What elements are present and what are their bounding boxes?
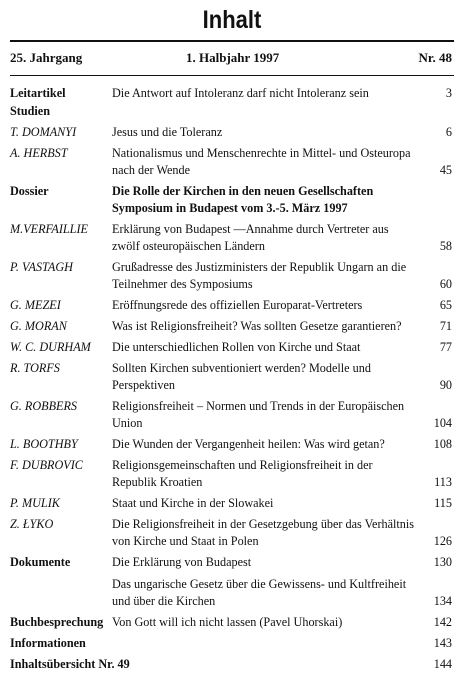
toc-entry[interactable] xyxy=(10,457,454,491)
toc-entry[interactable] xyxy=(10,145,454,179)
page-title: Inhalt xyxy=(202,6,262,34)
entry-title xyxy=(112,656,417,673)
section-label: Informationen xyxy=(10,636,86,650)
toc-entry[interactable] xyxy=(10,635,454,652)
page-number: 113 xyxy=(434,475,452,489)
toc-entry[interactable] xyxy=(10,318,454,335)
author-name: P. VASTAGH xyxy=(10,260,73,274)
author-name: M.VERFAILLIE xyxy=(10,222,88,236)
page-number: 71 xyxy=(439,319,452,333)
section-label: Studien xyxy=(10,104,50,118)
entry-title: Erklärung von Budapest —Annahme durch Vertreter aus zwölf osteuropäischen Ländern xyxy=(112,222,389,253)
page-number: 58 xyxy=(439,239,452,253)
entry-title xyxy=(112,103,417,120)
toc-entry[interactable] xyxy=(10,436,454,453)
entry-title: Die Rolle der Kirchen in den neuen Gesellschaften Symposium in Budapest vom 3.-5. März 1997 xyxy=(112,184,374,215)
toc-entry[interactable] xyxy=(10,259,454,293)
page-number: 3 xyxy=(445,86,452,100)
page-number: 77 xyxy=(439,340,452,354)
entry-title: Die Religionsfreiheit in der Gesetzgebung über das Verhältnis von Kirche und Staat in Polen xyxy=(112,517,415,548)
toc-entry[interactable] xyxy=(10,554,454,571)
toc-entry[interactable] xyxy=(10,103,454,120)
entry-title: Nationalismus und Menschenrechte in Mittel- und Osteuropa nach der Wende xyxy=(112,146,411,177)
volume-label: 25. Jahrgang xyxy=(10,50,83,65)
author-name: A. HERBST xyxy=(10,146,68,160)
toc-entry[interactable] xyxy=(10,360,454,394)
issue-period: 1. Halbjahr 1997 xyxy=(186,50,280,65)
page-number: 65 xyxy=(439,298,452,312)
author-name: G. MEZEI xyxy=(10,298,61,312)
author-name: L. BOOTHBY xyxy=(10,437,78,451)
toc-entry[interactable] xyxy=(10,516,454,550)
page-number: 142 xyxy=(433,615,452,629)
section-label: Leitartikel xyxy=(10,86,66,100)
page-number: 134 xyxy=(433,594,452,608)
author-name: P. MULIK xyxy=(10,496,60,510)
page-number: 126 xyxy=(433,534,452,548)
toc-entry[interactable] xyxy=(10,614,454,631)
author-name: F. DUBROVIC xyxy=(10,458,83,472)
entry-title: Sollten Kirchen subventioniert werden? Modelle und Perspektiven xyxy=(112,361,371,392)
author-name: G. ROBBERS xyxy=(10,399,78,413)
entry-title: Das ungarische Gesetz über die Gewissens- und Kultfreiheit und über die Kirchen xyxy=(112,577,407,608)
page-number: 6 xyxy=(445,125,452,139)
toc-entry[interactable] xyxy=(10,576,454,610)
page-number: 45 xyxy=(439,163,452,177)
author-name: W. C. DURHAM xyxy=(10,340,91,354)
page-number: 108 xyxy=(433,437,452,451)
entry-title: Die unterschiedlichen Rollen von Kirche und Staat xyxy=(112,340,361,354)
entry-title: Jesus und die Toleranz xyxy=(112,125,223,139)
page-number: 60 xyxy=(439,277,452,291)
page-number: 130 xyxy=(433,555,452,569)
toc-entry[interactable] xyxy=(10,183,454,217)
toc-entry[interactable] xyxy=(10,339,454,356)
entry-title xyxy=(112,635,417,652)
header-rule xyxy=(10,75,454,76)
entry-title: Staat und Kirche in der Slowakei xyxy=(112,496,274,510)
page-number: 104 xyxy=(433,416,452,430)
toc-entry[interactable] xyxy=(10,85,454,102)
page-number: 144 xyxy=(433,657,452,671)
entry-title: Von Gott will ich nicht lassen (Pavel Uhorskai) xyxy=(112,615,343,629)
entry-title: Die Erklärung von Budapest xyxy=(112,555,252,569)
toc-entry[interactable] xyxy=(10,656,454,673)
toc-entry[interactable] xyxy=(10,398,454,432)
entry-title: Grußadresse des Justizministers der Republik Ungarn an die Teilnehmer des Symposiums xyxy=(112,260,407,291)
page-number: 115 xyxy=(434,496,452,510)
section-label: Dossier xyxy=(10,184,49,198)
toc-entry[interactable] xyxy=(10,221,454,255)
page-number: 143 xyxy=(433,636,452,650)
author-name: G. MORAN xyxy=(10,319,67,333)
toc-entry[interactable] xyxy=(10,124,454,141)
section-label: Inhaltsübersicht Nr. 49 xyxy=(10,657,130,671)
entry-title: Die Antwort auf Intoleranz darf nicht Intoleranz sein xyxy=(112,86,369,100)
toc-entry[interactable] xyxy=(10,297,454,314)
author-name: R. TORFS xyxy=(10,361,60,375)
top-rule xyxy=(10,40,454,42)
entry-title: Religionsgemeinschaften und Religionsfreiheit in der Republik Kroatien xyxy=(112,458,373,489)
page-number: 90 xyxy=(439,378,452,392)
section-label: Dokumente xyxy=(10,555,71,569)
entry-title: Eröffnungsrede des offiziellen Europarat-Vertreters xyxy=(112,298,363,312)
author-name: Z. ŁYKO xyxy=(10,517,54,531)
section-label: Buchbesprechung xyxy=(10,615,104,629)
issue-number: Nr. 48 xyxy=(418,50,452,65)
entry-title: Die Wunden der Vergangenheit heilen: Was wird getan? xyxy=(112,437,385,451)
toc-entry[interactable] xyxy=(10,495,454,512)
entry-title: Religionsfreiheit – Normen und Trends in der Europäischen Union xyxy=(112,399,405,430)
toc-list xyxy=(10,85,454,673)
author-name: T. DOMANYI xyxy=(10,125,77,139)
entry-title: Was ist Religionsfreiheit? Was sollten Gesetze garantieren? xyxy=(112,319,402,333)
